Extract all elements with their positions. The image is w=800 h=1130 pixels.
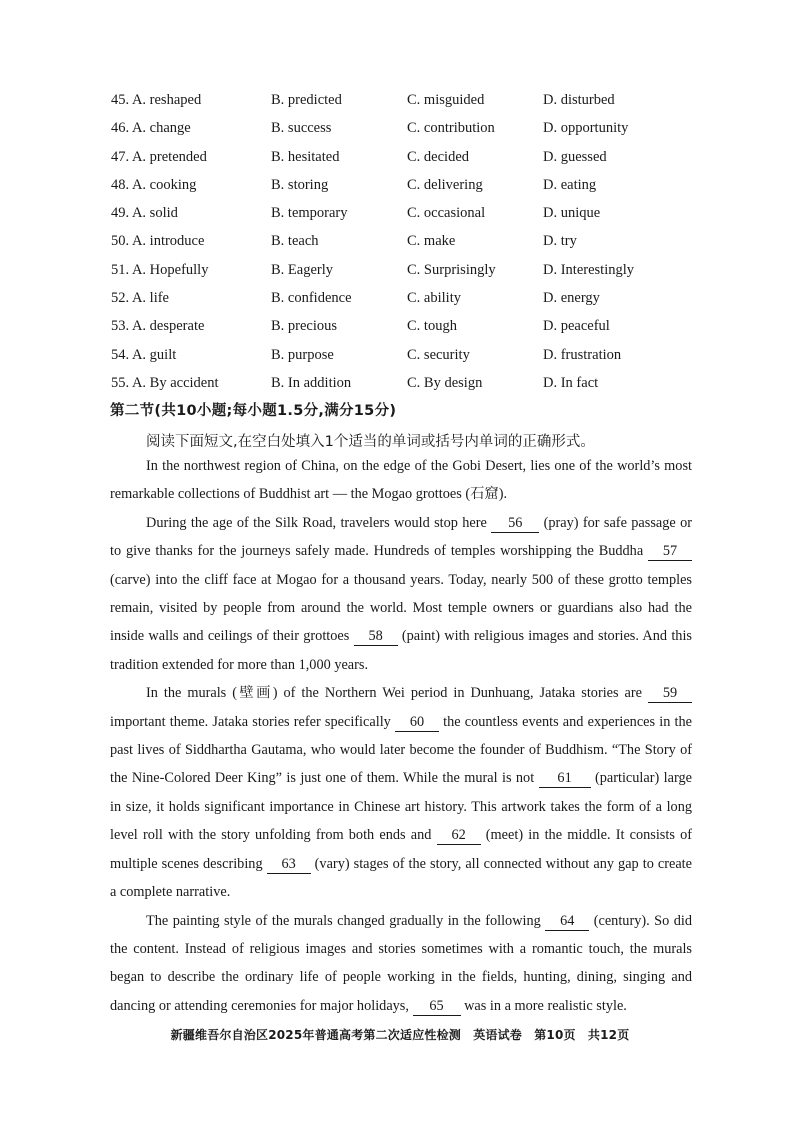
passage-text: During the age of the Silk Road, travelers would stop here (146, 514, 492, 531)
passage-text: (vary) stages of the story, all connected without any gap to create a complete narrative. (110, 855, 692, 901)
option-c: C. tough (407, 318, 457, 335)
option-a: 51. A. Hopefully (111, 261, 209, 278)
option-b: B. teach (271, 233, 319, 250)
option-d: D. unique (543, 205, 601, 222)
paragraph-2 (110, 509, 692, 679)
option-a: 46. A. change (111, 120, 191, 137)
option-b: B. storing (271, 176, 329, 193)
blank-58: 58 (354, 627, 398, 646)
question-row-45 (111, 86, 751, 114)
passage-text: the countless events and experiences in the past lives of Siddhartha Gautama, who would later become the founder of Buddhism. “The Story of the Nine-Colored Deer King” is just one of them. While the mural is not (110, 713, 692, 787)
blank-63: 63 (267, 855, 311, 874)
passage-text: important theme. Jataka stories refer specifically (110, 713, 395, 730)
blank-60: 60 (395, 713, 439, 732)
question-row-50 (111, 227, 751, 255)
page-footer: 新疆维吾尔自治区2025年普通高考第二次适应性检测 英语试卷 第10页 共12页 (170, 1028, 630, 1042)
option-b: B. hesitated (271, 148, 340, 165)
option-d: D. try (543, 233, 577, 250)
option-d: D. disturbed (543, 92, 615, 108)
passage-text: (paint) with religious images and stories. And this tradition extended for more than 1,000 years. (110, 628, 692, 673)
passage-text: was in a more realistic style. (460, 997, 627, 1014)
option-d: D. Interestingly (543, 261, 635, 278)
option-d: D. frustration (543, 346, 622, 363)
passage-text: (meet) in the middle. It consists of multiple scenes describing (110, 827, 692, 872)
question-row-52 (111, 284, 751, 312)
option-a: 47. A. pretended (111, 148, 207, 165)
question-row-46 (111, 114, 751, 142)
paragraph-3 (110, 679, 692, 906)
option-c: C. misguided (407, 92, 485, 108)
option-b: B. Eagerly (271, 261, 334, 278)
option-b: B. In addition (271, 374, 352, 391)
multiple-choice-options (111, 86, 751, 397)
passage-text: The painting style of the murals changed gradually in the following (146, 912, 546, 929)
option-c: C. occasional (407, 205, 486, 222)
option-a: 45. A. reshaped (111, 92, 202, 108)
option-c: C. decided (407, 148, 470, 165)
passage-text: (century). So did the content. Instead of religious images and stories sometimes with a romantic touch, the murals began to describe the ordinary life of people working in the fields, hunting, dining, singing and dancing or attending ceremonies for major holidays, (110, 912, 692, 1014)
option-b: B. precious (271, 318, 338, 335)
question-row-49 (111, 199, 751, 227)
question-row-51 (111, 256, 751, 284)
option-c: C. delivering (407, 176, 483, 193)
option-d: D. energy (543, 290, 600, 307)
option-a: 50. A. introduce (111, 233, 205, 250)
option-b: B. confidence (271, 290, 352, 307)
option-d: D. eating (543, 176, 597, 193)
blank-65: 65 (413, 997, 461, 1016)
option-b: B. predicted (271, 92, 342, 108)
option-c: C. ability (407, 290, 461, 307)
passage-text: (particular) large in size, it holds significant importance in Chinese art history. This artwork takes the form of a long level roll with the story unfolding from both ends and (110, 770, 692, 844)
blank-56: 56 (491, 514, 539, 533)
option-a: 55. A. By accident (111, 374, 219, 391)
question-row-55 (111, 369, 751, 397)
option-a: 54. A. guilt (111, 346, 177, 363)
blank-57: 57 (648, 542, 692, 561)
option-c: C. security (407, 346, 470, 363)
option-b: B. temporary (271, 205, 348, 222)
option-d: D. In fact (543, 374, 599, 391)
option-d: D. peaceful (543, 318, 610, 335)
section-title: 第二节(共10小题;每小题1.5分,满分15分) (110, 403, 397, 419)
blank-59: 59 (648, 684, 692, 703)
reading-passage (110, 452, 692, 1020)
option-c: C. By design (407, 374, 483, 391)
option-c: C. Surprisingly (407, 261, 496, 278)
blank-61: 61 (539, 769, 591, 788)
passage-text: (pray) for safe passage or to give thanks for the journeys safely made. Hundreds of temples worshipping the Buddha (110, 514, 692, 560)
question-row-47 (111, 143, 751, 171)
option-b: B. purpose (271, 346, 334, 363)
option-a: 48. A. cooking (111, 176, 197, 193)
question-row-54 (111, 341, 751, 369)
paragraph-4 (110, 907, 692, 1021)
option-a: 49. A. solid (111, 205, 178, 222)
blank-62: 62 (437, 826, 481, 845)
blank-64: 64 (545, 912, 589, 931)
option-c: C. contribution (407, 120, 495, 137)
option-c: C. make (407, 233, 456, 250)
section-instruction: 阅读下面短文,在空白处填入1个适当的单词或括号内单词的正确形式。 (146, 434, 595, 450)
option-a: 52. A. life (111, 290, 169, 307)
option-d: D. opportunity (543, 120, 629, 137)
question-row-48 (111, 171, 751, 199)
passage-text: (carve) into the cliff face at Mogao for a thousand years. Today, nearly 500 of these grotto temples remain, visited by people from around the world. Most temple owners or guardians also had the inside walls and ceilings of their grottoes (110, 571, 692, 645)
option-d: D. guessed (543, 148, 607, 165)
question-row-53 (111, 312, 751, 340)
paragraph-1: In the northwest region of China, on the edge of the Gobi Desert, lies one of the world’s most remarkable collections of Buddhist art — the Mogao grottoes (石窟). (110, 458, 692, 503)
option-b: B. success (271, 120, 332, 137)
passage-text: In the murals (壁画) of the Northern Wei period in Dunhuang, Jataka stories are (146, 685, 648, 702)
option-a: 53. A. desperate (111, 318, 205, 335)
